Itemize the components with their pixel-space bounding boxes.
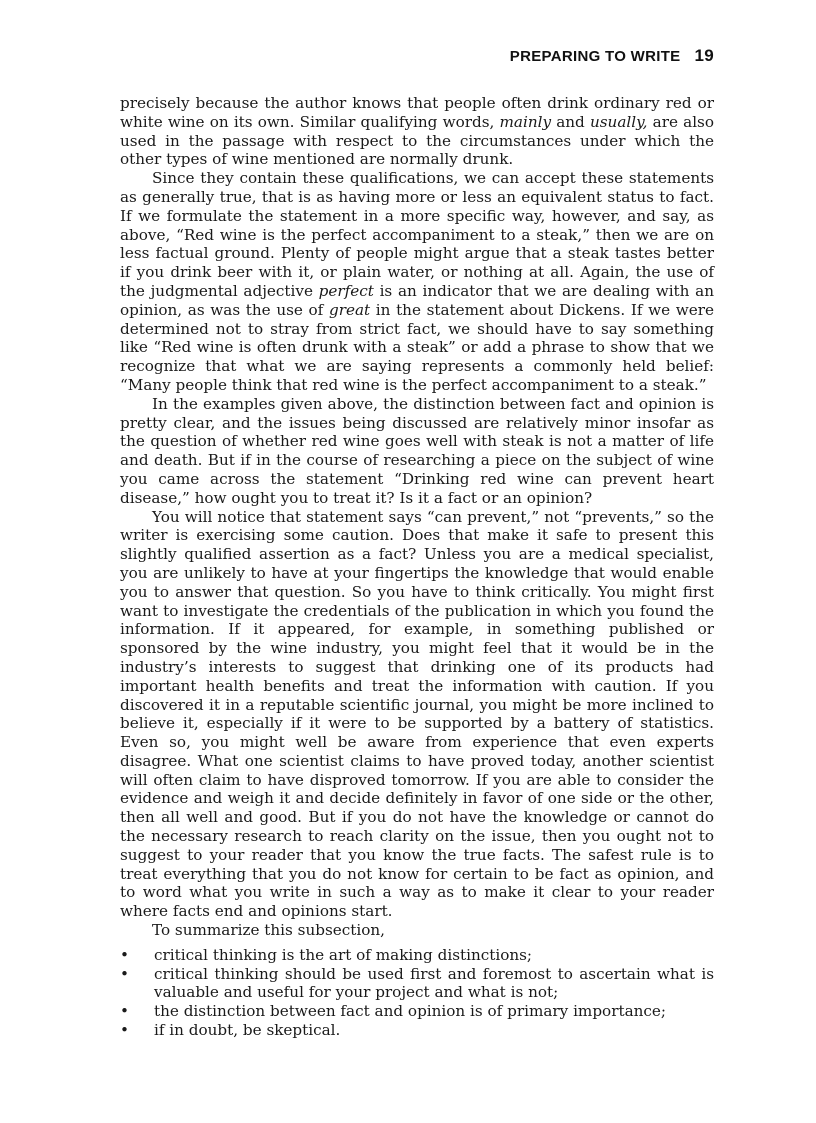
summary-intro: To summarize this subsection, [152, 921, 385, 940]
bullet-icon: • [120, 1021, 129, 1040]
list-item: • critical thinking is the art of making distinctions; [120, 945, 533, 964]
summary-list [120, 946, 714, 1040]
list-item: • if in doubt, be skeptical. [120, 1021, 341, 1040]
page-body [120, 94, 714, 1040]
running-title: PREPARING TO WRITE [509, 48, 681, 65]
paragraph-4: You will notice that statement says “can prevent,” not “prevents,” so the writer is exercising some caution. Does that make it safe to present this slightly qualified assertion as a fact? Unless you are a medical specialist, you are unlikely to have at your fingertips the knowledge that would enable you to answer that question. So you have to think critically. You might first want to investigate the credentials of the publication in which you found the information. If it appeared, for example, in something published or sponsored by the wine industry, you might feel that it would be in the industry’s interests to suggest that drinking one of its products had important health benefits and treat the information with caution. If you discovered it in a reputable scientific journal, you might be more inclined to believe it, especially if it were to be supported by a battery of statistics. Even so, you might well be aware from experience that even experts disagree. What one scientist claims to have proved today, another scientist will often claim to have disproved tomorrow. If you are able to consider the evidence and weigh it and decide definitely in favor of one side or the other, then all well and good. But if you do not have the knowledge or cannot do the necessary research to reach clarity on the issue, then you ought not to suggest to your reader that you know the true facts. The safest rule is to treat everything that you do not know for certain to be fact as opinion, and to word what you write in such a way as to make it clear to your reader where facts end and opinions start. [120, 507, 714, 921]
emphasis-usually: usually, [589, 112, 648, 131]
running-head [510, 46, 714, 66]
paragraph-3: In the examples given above, the distinction between fact and opinion is pretty clear, and the issues being discussed are relatively minor insofar as the question of whether red wine goes well with steak is not a matter of life and death. But if in the course of researching a piece on the subject of wine you came across the statement “Drinking red wine can prevent heart disease,” how ought you to treat it? Is it a fact or an opinion? [120, 394, 714, 507]
emphasis-perfect: perfect [318, 281, 374, 300]
emphasis-mainly: mainly [499, 112, 552, 131]
page-number: 19 [694, 46, 714, 65]
bullet-icon: • [120, 964, 129, 983]
paragraph-1: precisely because the author knows that people often drink ordinary red or white wine on its own. Similar qualifying words, mainly and usually, are also used in the passage with respect to the circumstances under which the other types of wine mentioned are normally drunk. [120, 94, 714, 169]
emphasis-great: great [328, 300, 371, 319]
paragraph-2: Since they contain these qualifications, we can accept these statements as generally true, that is as having more or less an equivalent status to fact. If we formulate the statement in a more specific way, however, and say, as above, “Red wine is the perfect accompaniment to a steak,” then we are on less factual ground. Plenty of people might argue that a steak tastes better if you drink beer with it, or plain water, or nothing at all. Again, the use of the judgmental adjective perfect is an indicator that we are dealing with an opinion, as was the use of great in the statement about Dickens. If we were determined not to stray from strict fact, we should have to say something like “Red wine is often drunk with a steak” or add a phrase to show that we recognize that what we are saying represents a commonly held belief: “Many people think that red wine is the perfect accompaniment to a steak.” [120, 169, 714, 394]
list-item: • critical thinking should be used first and foremost to ascertain what is valuable and useful for your project and what is not; [120, 964, 714, 1002]
bullet-icon: • [120, 1002, 129, 1021]
bullet-icon: • [120, 945, 129, 964]
list-item: • the distinction between fact and opinion is of primary importance; [120, 1002, 667, 1021]
